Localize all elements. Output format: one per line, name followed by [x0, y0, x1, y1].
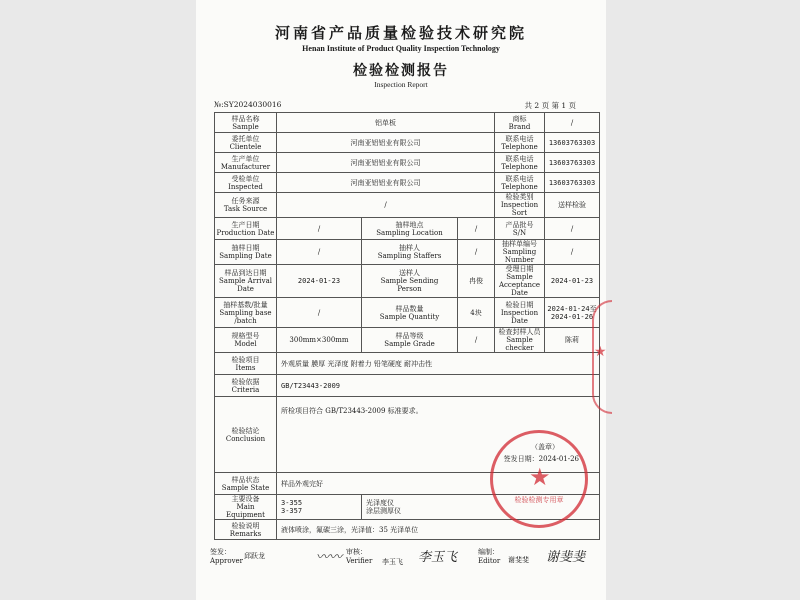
- label-en: Sampling Date: [219, 252, 272, 260]
- report-number: №:SY2024030016: [214, 100, 282, 109]
- label-en: Sample: [232, 122, 259, 131]
- label-en: Verifier: [346, 557, 373, 565]
- task-value: /: [277, 193, 495, 218]
- table-row: [215, 328, 600, 353]
- label-en: Conclusion: [225, 434, 266, 443]
- label-en: Criteria: [231, 385, 260, 394]
- label-cn: 样品数量: [395, 304, 424, 313]
- label-cn: 抽样日期: [231, 244, 260, 252]
- editor-label: [478, 548, 500, 566]
- verifier-name: 李玉飞: [382, 558, 403, 566]
- seal-note: （盖章）: [531, 443, 559, 451]
- table-row: [215, 353, 600, 375]
- conclusion-value: 所检项目符合 GB/T23443-2009 标准要求。: [281, 407, 423, 415]
- equipment-name: 涂层测厚仪: [366, 507, 401, 515]
- label-cn: 主要设备: [231, 495, 260, 503]
- label-cn: 审核：: [346, 548, 367, 556]
- table-row: [215, 240, 600, 265]
- label-en: Sample Quantity: [379, 312, 440, 321]
- checker-value: 陈莉: [545, 328, 600, 353]
- label-cn: 样品状态: [231, 475, 260, 484]
- label-cn: 编制：: [478, 548, 499, 556]
- table-row: [215, 298, 600, 328]
- manufacturer-value: 河南亚铝铝业有限公司: [277, 153, 495, 173]
- label-en: Main Equipment: [226, 503, 265, 519]
- table-row: [215, 218, 600, 240]
- label-en: Production Date: [216, 228, 275, 237]
- inspected-value: 河南亚铝铝业有限公司: [277, 173, 495, 193]
- label-cn: 送样人: [399, 269, 420, 277]
- label-en: S/N: [512, 228, 527, 237]
- label-cn: 抽样单编号: [502, 240, 537, 248]
- label-cn: 生产日期: [231, 220, 260, 229]
- label-cn: 样品到达日期: [224, 269, 267, 277]
- table-row: [215, 375, 600, 397]
- label-cn: 检验结论: [231, 426, 260, 435]
- label-en: Inspection Sort: [500, 201, 539, 217]
- criteria-value: GB/T23443-2009: [277, 375, 600, 397]
- label-cn: 商标: [512, 114, 527, 123]
- grade-value: /: [458, 328, 495, 353]
- label-en: Sampling base: [219, 308, 272, 317]
- label-en: Items: [235, 363, 256, 372]
- institute-title-cn: 河南省产品质量检验技术研究院: [274, 24, 527, 42]
- label-en: Approver: [210, 557, 244, 565]
- inspection-date-end: 2024-01-26: [550, 312, 594, 321]
- approver-label: [210, 548, 243, 566]
- institute-title-en: Henan Institute of Product Quality Inspection Technology: [302, 44, 500, 53]
- label-cn: 抽样基数/批量: [223, 300, 268, 309]
- label-cn: 规格型号: [231, 332, 260, 340]
- label-en: Sampling Location: [376, 228, 443, 237]
- equipment-codes: [277, 495, 362, 520]
- model-value: 300mm×300mm: [277, 328, 362, 353]
- equipment-code: 3-357: [281, 507, 303, 515]
- clientele-tel: 13603763303: [545, 133, 600, 153]
- report-title-en: Inspection Report: [374, 80, 428, 89]
- acceptance-value: 2024-01-23: [545, 265, 600, 298]
- label-en: Sample State: [221, 483, 270, 492]
- label-en: Brand: [508, 122, 531, 131]
- production-value: /: [277, 218, 362, 240]
- label-en: /batch: [234, 316, 257, 325]
- label-cn: 样品名称: [231, 114, 260, 123]
- report-page: [196, 0, 606, 600]
- location-value: /: [458, 218, 495, 240]
- label-en: Inspection Date: [500, 308, 539, 325]
- staff-value: /: [458, 240, 495, 265]
- arrival-value: 2024-01-23: [277, 265, 362, 298]
- label-cn: 样品等级: [395, 332, 424, 340]
- label-en: Sample Sending: [380, 277, 439, 285]
- label-en: Editor: [478, 557, 501, 565]
- table-row: [215, 173, 600, 193]
- label-cn: 受检单位: [231, 174, 260, 183]
- label-en: Telephone: [501, 182, 538, 191]
- base-value: /: [277, 298, 362, 328]
- label-cn: 检验依据: [231, 377, 260, 386]
- label-cn: 抽样人: [399, 244, 420, 252]
- label-cn: 联系电话: [505, 134, 534, 143]
- label-en: Remarks: [229, 529, 262, 538]
- seal-text: 检验检测专用章: [514, 496, 564, 504]
- table-row: [215, 133, 600, 153]
- label-cn: 抽样地点: [395, 220, 424, 229]
- label-cn: 检验日期: [505, 300, 534, 309]
- sampling-date-value: /: [277, 240, 362, 265]
- approver-signature: 〰〰: [316, 550, 343, 565]
- sender-value: 冉俊: [458, 265, 495, 298]
- label-cn: 委托单位: [231, 134, 260, 143]
- equipment-code: 3-355: [281, 499, 303, 507]
- editor-name: 谢斐斐: [508, 556, 529, 564]
- label-cn: 任务来源: [231, 197, 260, 205]
- manufacturer-tel: 13603763303: [545, 153, 600, 173]
- editor-signature: 谢斐斐: [546, 550, 586, 565]
- label-cn: 检验项目: [231, 355, 260, 364]
- label-cn: 受理日期: [505, 265, 534, 273]
- label-en: Sample: [506, 273, 533, 281]
- brand-value: /: [545, 113, 600, 133]
- side-seal: [592, 300, 612, 414]
- label-en: Clientele: [229, 142, 262, 151]
- label-cn: 签发：: [210, 548, 231, 556]
- approver-name: 邱跃龙: [244, 552, 265, 560]
- table-row: [215, 193, 600, 218]
- label-cn: 检查封样人员: [498, 328, 541, 336]
- inspected-tel: 13603763303: [545, 173, 600, 193]
- state-value: 样品外观完好: [277, 473, 600, 495]
- report-title-cn: 检验检测报告: [353, 63, 449, 79]
- label-en: Acceptance Date: [498, 281, 541, 297]
- label-cn: 检验类别: [505, 193, 534, 201]
- label-en: Sample checker: [505, 336, 534, 352]
- clientele-value: 河南亚铝铝业有限公司: [277, 133, 495, 153]
- label-en: Telephone: [501, 142, 538, 151]
- inspection-date-start: 2024-01-24至: [547, 304, 597, 313]
- sn-value: /: [545, 218, 600, 240]
- label-en: Inspected: [228, 182, 263, 191]
- verifier-signature: 李玉飞: [418, 550, 458, 565]
- label-en: Sample Grade: [384, 340, 435, 348]
- star-icon: ★: [594, 344, 607, 360]
- equipment-name: 光泽度仪: [366, 499, 394, 507]
- label-cn: 产品批号: [505, 220, 534, 229]
- label-en: Task Source: [223, 205, 268, 213]
- quantity-value: 4块: [458, 298, 495, 328]
- items-value: 外观质量 膜厚 光泽度 附着力 铅笔硬度 耐冲击性: [277, 353, 600, 375]
- label-en: Telephone: [501, 162, 538, 171]
- label-en: Date: [237, 285, 254, 293]
- label-en: Model: [234, 340, 257, 348]
- label-cn: 检验说明: [231, 521, 260, 530]
- label-en: Person: [397, 285, 422, 293]
- number-value: /: [545, 240, 600, 265]
- label-cn: 生产单位: [231, 154, 260, 163]
- label-en: Sampling Number: [502, 248, 537, 264]
- table-row: [215, 153, 600, 173]
- verifier-label: [346, 548, 372, 566]
- label-en: Sample Arrival: [218, 277, 273, 285]
- sort-value: 送样检验: [545, 193, 600, 218]
- sample-value: 铝单板: [277, 113, 495, 133]
- label-en: Manufacturer: [220, 162, 271, 171]
- page-info: 共 2 页 第 1 页: [524, 101, 576, 110]
- label-en: Sampling Staffers: [377, 252, 442, 260]
- table-row: [215, 113, 600, 133]
- table-row: [215, 265, 600, 298]
- star-icon: ★: [529, 463, 551, 491]
- label-cn: 联系电话: [505, 154, 534, 163]
- label-cn: 联系电话: [505, 174, 534, 183]
- issue-date: 签发日期：2024-01-26: [503, 455, 579, 463]
- remarks-value: 液体喷涂，氟碳三涂，光泽值：35 光泽单位: [277, 520, 600, 540]
- official-seal: [490, 430, 588, 528]
